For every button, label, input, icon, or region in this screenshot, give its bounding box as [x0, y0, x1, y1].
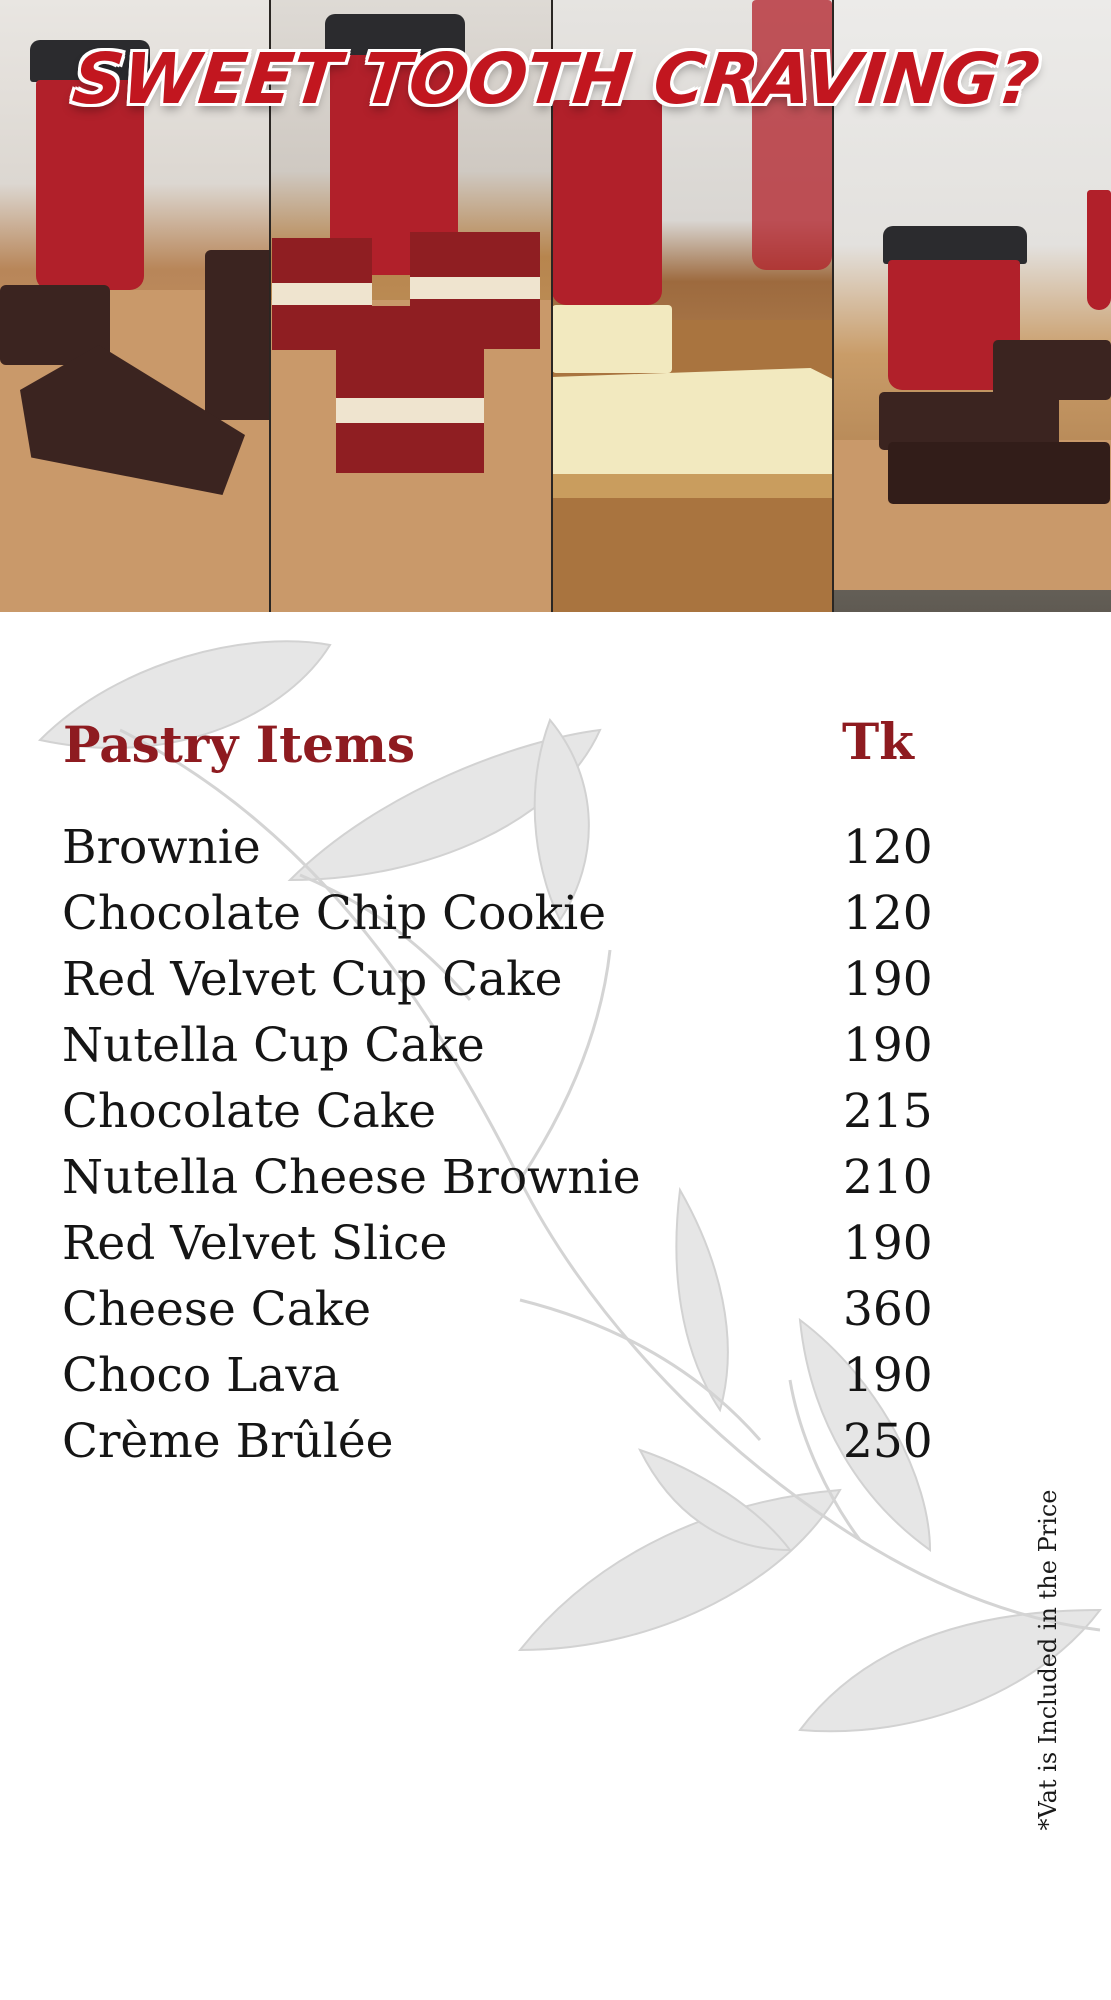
menu-item: [0, 881, 1111, 947]
price-column-header: Tk: [842, 712, 914, 771]
item-price: 120: [843, 820, 933, 875]
menu-item: [0, 1145, 1111, 1211]
item-price: 120: [843, 886, 933, 941]
menu-item: [0, 1343, 1111, 1409]
item-price: 190: [843, 1216, 933, 1271]
item-price: 210: [843, 1150, 933, 1205]
item-name: Cheese Cake: [62, 1282, 372, 1337]
item-price: 190: [843, 1018, 933, 1073]
menu-item: [0, 1079, 1111, 1145]
menu-item: [0, 947, 1111, 1013]
pastry-menu-list: [0, 815, 1111, 1475]
item-price: 250: [843, 1414, 933, 1469]
item-name: Choco Lava: [62, 1348, 340, 1403]
item-name: Chocolate Cake: [62, 1084, 437, 1139]
item-name: Chocolate Chip Cookie: [62, 886, 607, 941]
menu-item: [0, 815, 1111, 881]
item-name: Red Velvet Cup Cake: [62, 952, 563, 1007]
item-name: Red Velvet Slice: [62, 1216, 448, 1271]
item-name: Crème Brûlée: [62, 1414, 394, 1469]
item-price: 360: [843, 1282, 933, 1337]
item-name: Nutella Cheese Brownie: [62, 1150, 641, 1205]
menu-item: [0, 1409, 1111, 1475]
section-title: Pastry Items: [63, 715, 416, 774]
item-name: Brownie: [62, 820, 261, 875]
hero-photo-strip: [0, 0, 1111, 612]
vat-note: *Vat is Included in the Price: [1034, 1489, 1062, 1831]
menu-item: [0, 1211, 1111, 1277]
menu-item: [0, 1277, 1111, 1343]
menu-item: [0, 1013, 1111, 1079]
item-name: Nutella Cup Cake: [62, 1018, 485, 1073]
item-price: 190: [843, 952, 933, 1007]
item-price: 190: [843, 1348, 933, 1403]
item-price: 215: [843, 1084, 933, 1139]
headline-title: SWEET TOOTH CRAVING?: [68, 38, 1043, 120]
